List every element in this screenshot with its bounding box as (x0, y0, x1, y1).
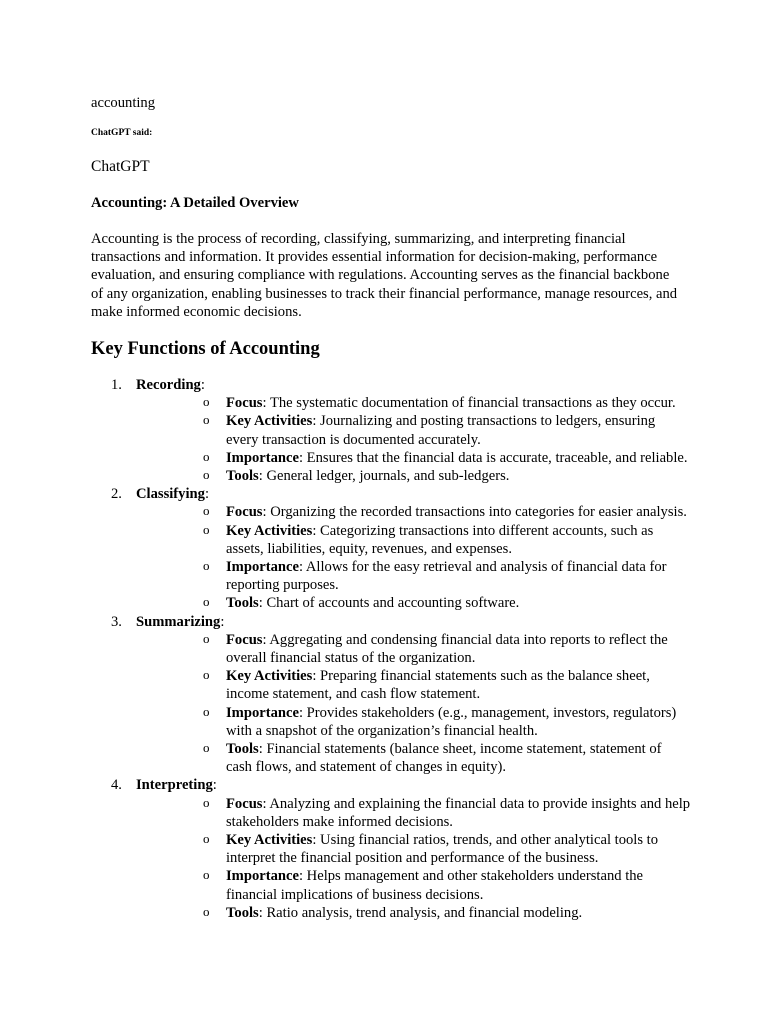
function-item: 1. Recording: o Focus: The systematic documentation of financial transactions as they occur. o Key Activities: Journalizing and posting transactions to ledgers, ensuring every transaction is documented accurately. o Importance: Ensures that the financial data is accurate, traceable, and reliable. o Tools: General ledger, journals, and sub-ledgers. (91, 376, 691, 485)
detail-label: Focus (226, 504, 263, 521)
bullet-marker: o (203, 467, 210, 483)
bullet-marker: o (203, 394, 210, 410)
detail-text: Allows for the easy retrieval and analysis of financial data for reporting purposes. (226, 559, 667, 594)
bullet-marker: o (203, 630, 210, 646)
detail-label: Tools (226, 904, 259, 921)
function-title: Classifying (136, 486, 205, 503)
bullet-marker: o (203, 503, 210, 519)
intro-paragraph: Accounting is the process of recording, classifying, summarizing, and interpreting financial transactions and information. It provides essential information for decision-making, performance evaluation, and ensuring compliance with regulations. Accounting serves as the financial backbone of any organization, enabling businesses to track their financial performance, manage resources, and make informed economic decisions. (91, 231, 678, 320)
bullet-marker: o (203, 667, 210, 683)
function-title: Summarizing (136, 613, 221, 630)
bullet-marker: o (203, 903, 210, 919)
detail-text: Categorizing transactions into different accounts, such as assets, liabilities, equity, revenues, and expenses. (226, 522, 654, 557)
detail-label: Key Activities (226, 832, 313, 849)
bullet-marker: o (203, 448, 210, 464)
detail-text: Ensures that the financial data is accurate, traceable, and reliable. (306, 449, 688, 466)
bullet-marker: o (203, 412, 210, 428)
function-number: 1. (111, 377, 122, 393)
function-item: 2. Classifying: o Focus: Organizing the recorded transactions into categories for easier analysis. o Key Activities: Categorizing transactions into different accounts, such as assets, liabilities, equity, revenues, and expenses. o Importance: Allows for the easy retrieval and analysis of financial data for reporting purposes. o Tools: Chart of accounts and accounting software. (91, 485, 691, 612)
detail-label: Key Activities (226, 668, 313, 685)
function-number: 4. (111, 777, 122, 794)
detail-item: o Key Activities: Journalizing and posting transactions to ledgers, ensuring every transaction is documented accurately. (203, 412, 656, 448)
detail-text: Using financial ratios, trends, and other analytical tools to interpret the financial position and performance of the business. (226, 832, 659, 867)
overview-title: Accounting: A Detailed Overview (91, 195, 299, 211)
function-title: Recording (136, 377, 201, 393)
function-details (136, 631, 691, 777)
detail-item: o Tools: Ratio analysis, trend analysis, and financial modeling. (203, 903, 583, 921)
detail-label: Focus (226, 631, 263, 648)
detail-label: Importance (226, 559, 299, 576)
assistant-said-label: ChatGPT said: (91, 128, 153, 138)
detail-item: o Importance: Allows for the easy retrieval and analysis of financial data for reporting purposes. (203, 558, 667, 594)
detail-label: Tools (226, 468, 259, 485)
detail-text: Provides stakeholders (e.g., management, investors, regulators) with a snapshot of the organization’s financial health. (226, 704, 677, 739)
bullet-marker: o (203, 521, 210, 537)
detail-item: o Key Activities: Preparing financial statements such as the balance sheet, income statement, and cash flow statement. (203, 667, 650, 703)
detail-item: o Importance: Helps management and other stakeholders understand the financial implications of business decisions. (203, 867, 644, 903)
detail-text: Helps management and other stakeholders understand the financial implications of business decisions. (226, 868, 644, 903)
detail-label: Tools (226, 741, 259, 758)
key-functions-heading: Key Functions of Accounting (91, 339, 320, 359)
detail-item: o Focus: Aggregating and condensing financial data into reports to reflect the overall financial status of the organization. (203, 630, 668, 667)
detail-label: Key Activities (226, 522, 313, 539)
bullet-marker: o (203, 703, 210, 719)
detail-item: o Key Activities: Using financial ratios, trends, and other analytical tools to interpret the financial position and performance of the business. (203, 831, 659, 867)
bullet-marker: o (203, 794, 210, 810)
assistant-name: ChatGPT (91, 158, 150, 175)
detail-item: o Importance: Provides stakeholders (e.g., management, investors, regulators) with a snapshot of the organization’s financial health. (203, 703, 677, 739)
detail-text: Preparing financial statements such as the balance sheet, income statement, and cash flow statement. (226, 668, 650, 703)
detail-item: o Focus: Organizing the recorded transactions into categories for easier analysis. (203, 503, 687, 521)
bullet-marker: o (203, 831, 210, 847)
detail-item: o Importance: Ensures that the financial data is accurate, traceable, and reliable. (203, 448, 688, 466)
detail-text: Ratio analysis, trend analysis, and financial modeling. (266, 904, 583, 921)
said-text: ChatGPT said (91, 128, 150, 138)
bullet-marker: o (203, 594, 210, 610)
detail-text: Organizing the recorded transactions into categories for easier analysis. (270, 504, 687, 521)
detail-item: o Tools: Financial statements (balance sheet, income statement, statement of cash flows, and statement of changes in equity). (203, 740, 662, 776)
user-prompt: accounting (91, 95, 156, 111)
function-item: 3. Summarizing: o Focus: Aggregating and condensing financial data into reports to reflect the overall financial status of the organization. o Key Activities: Preparing financial statements such as the balance sheet, income statement, and cash flow statement. o Importance: Provides stakeholders (e.g., management, investors, regulators) with a snapshot of the organization’s financial health. o Tools: Financial statements (balance sheet, income statement, statement of cash flows, and statement of changes in equity). (91, 613, 691, 777)
detail-text: Journalizing and posting transactions to ledgers, ensuring every transaction is documented accurately. (226, 413, 656, 448)
function-details (136, 795, 691, 922)
function-number: 2. (111, 486, 122, 503)
detail-item: o Tools: General ledger, journals, and sub-ledgers. (203, 467, 510, 485)
detail-item: o Tools: Chart of accounts and accounting software. (203, 594, 520, 612)
detail-text: General ledger, journals, and sub-ledgers. (266, 468, 510, 485)
detail-label: Tools (226, 595, 259, 612)
function-title: Interpreting (136, 777, 213, 794)
function-number: 3. (111, 613, 122, 630)
functions-list (91, 376, 691, 922)
function-details (136, 503, 691, 612)
detail-label: Importance (226, 449, 299, 466)
bullet-marker: o (203, 867, 210, 883)
detail-label: Focus (226, 395, 263, 412)
detail-label: Importance (226, 868, 299, 885)
detail-item: o Focus: The systematic documentation of financial transactions as they occur. (203, 394, 676, 412)
detail-label: Importance (226, 704, 299, 721)
function-item: 4. Interpreting: o Focus: Analyzing and explaining the financial data to provide insights and help stakeholders make informed decisions. o Key Activities: Using financial ratios, trends, and other analytical tools to interpret the financial position and performance of the business. o Importance: Helps management and other stakeholders understand the financial implications of business decisions. o Tools: Ratio analysis, trend analysis, and financial modeling. (111, 777, 691, 921)
detail-text: Chart of accounts and accounting software. (266, 595, 520, 612)
detail-item: o Key Activities: Categorizing transactions into different accounts, such as assets, liabilities, equity, revenues, and expenses. (203, 521, 654, 557)
detail-text: Analyzing and explaining the financial data to provide insights and help stakeholders make informed decisions. (226, 795, 691, 830)
detail-label: Focus (226, 795, 263, 812)
detail-text: Aggregating and condensing financial data into reports to reflect the overall financial status of the organization. (226, 631, 668, 667)
detail-item: o Focus: Analyzing and explaining the financial data to provide insights and help stakeholders make informed decisions. (203, 794, 691, 830)
detail-label: Key Activities (226, 413, 313, 430)
bullet-marker: o (203, 740, 210, 756)
detail-text: The systematic documentation of financial transactions as they occur. (269, 395, 676, 412)
detail-text: Financial statements (balance sheet, income statement, statement of cash flows, and statement of changes in equity). (226, 741, 662, 776)
bullet-marker: o (203, 558, 210, 574)
function-details (136, 394, 691, 485)
